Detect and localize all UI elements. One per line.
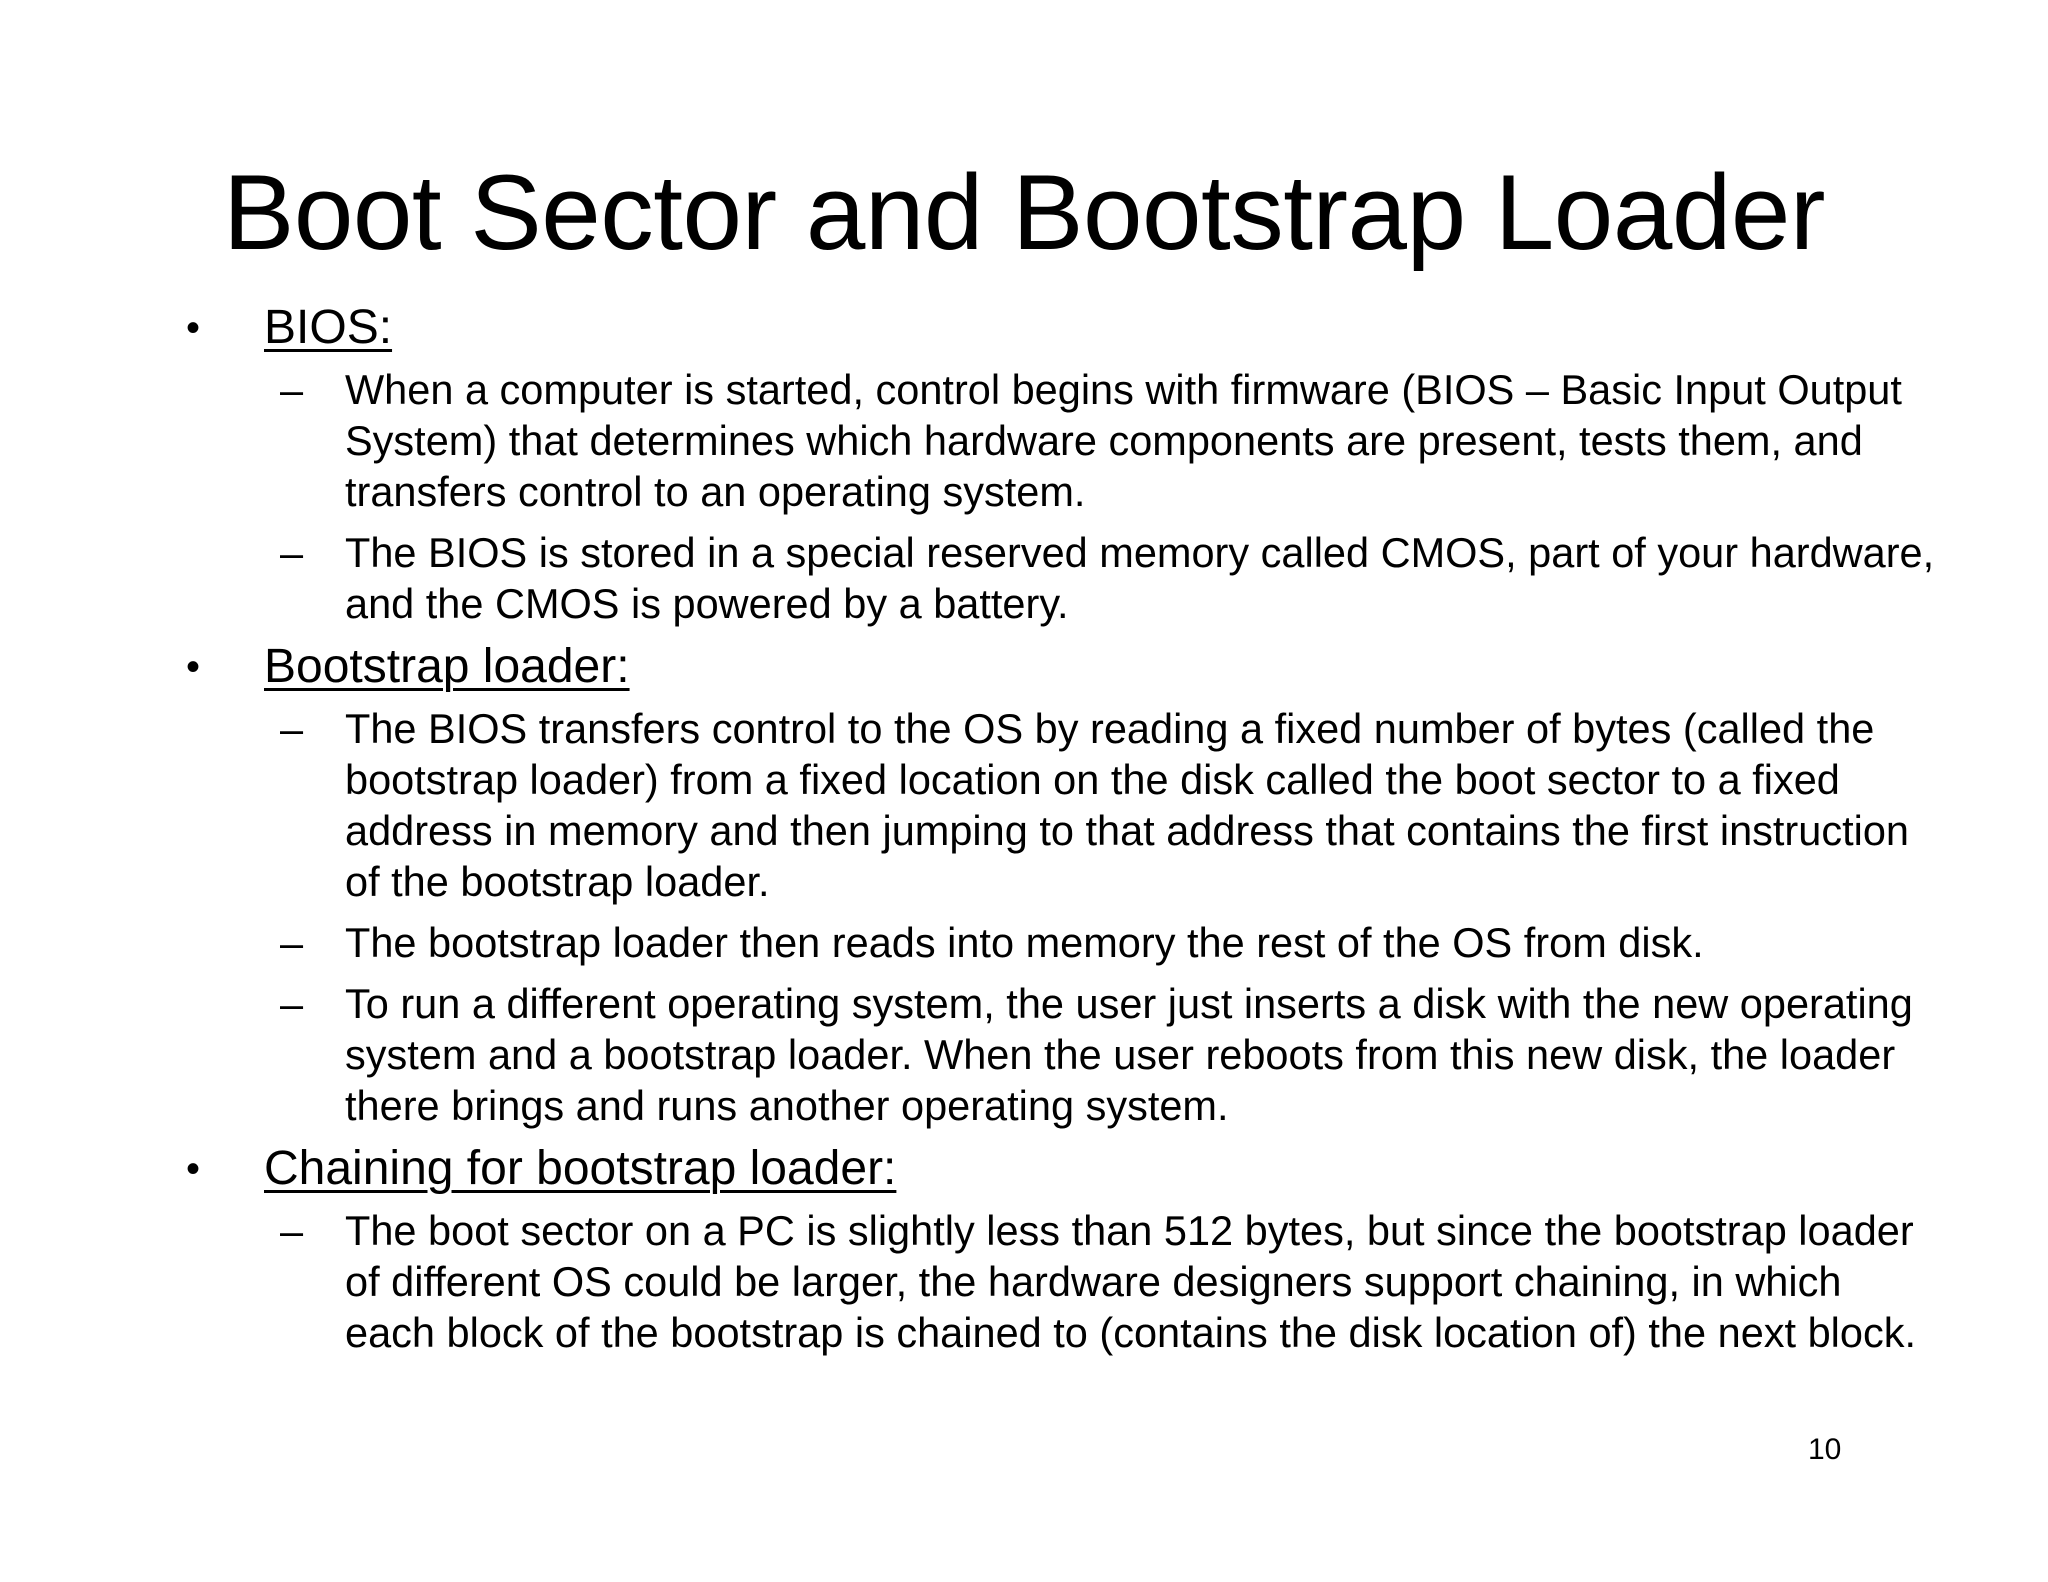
sub-item xyxy=(180,1205,1940,1358)
bullet-heading-chaining: Chaining for bootstrap loader: xyxy=(264,1142,897,1195)
bullet-icon: • xyxy=(186,645,201,689)
sub-item-text: When a computer is started, control begins with firmware (BIOS – Basic Input Output System) that determines which hardware components are present, tests them, and transfers control to an operating system. xyxy=(345,366,1902,515)
dash-icon: – xyxy=(280,1207,304,1254)
dash-icon: – xyxy=(280,366,304,413)
bullet-heading-bootstrap-loader: Bootstrap loader: xyxy=(264,640,630,693)
slide-content xyxy=(180,300,1940,1368)
sub-item-text: The bootstrap loader then reads into memory the rest of the OS from disk. xyxy=(345,919,1704,966)
sub-item-text: To run a different operating system, the user just inserts a disk with the new operating system and a bootstrap loader. When the user reboots from this new disk, the loader there brings and runs another operating system. xyxy=(345,980,1913,1129)
dash-icon: – xyxy=(280,705,304,752)
sub-item xyxy=(180,703,1940,907)
sub-item xyxy=(180,978,1940,1131)
dash-icon: – xyxy=(280,529,304,576)
dash-icon: – xyxy=(280,919,304,966)
sub-item-text: The BIOS transfers control to the OS by reading a fixed number of bytes (called the bootstrap loader) from a fixed location on the disk called the boot sector to a fixed address in memory and then jumping to that address that contains the first instruction of the bootstrap loader. xyxy=(345,705,1909,905)
sub-item-text: The BIOS is stored in a special reserved memory called CMOS, part of your hardware, and the CMOS is powered by a battery. xyxy=(345,529,1935,627)
sub-item xyxy=(180,364,1940,517)
page-number: 10 xyxy=(1808,1433,1842,1466)
bullet-icon: • xyxy=(186,306,201,350)
bullet-bios xyxy=(180,300,1940,356)
sub-item xyxy=(180,527,1940,629)
bullet-heading-bios: BIOS: xyxy=(264,301,393,354)
bullet-chaining xyxy=(180,1141,1940,1197)
bullet-icon: • xyxy=(186,1147,201,1191)
bullet-bootstrap-loader xyxy=(180,639,1940,695)
sub-item xyxy=(180,917,1940,968)
sub-item-text: The boot sector on a PC is slightly less than 512 bytes, but since the bootstrap loader of different OS could be larger, the hardware designers support chaining, in which each block of the bootstrap is chained to (contains the disk location of) the next block. xyxy=(345,1207,1917,1356)
slide-title: Boot Sector and Bootstrap Loader xyxy=(223,152,1825,272)
dash-icon: – xyxy=(280,980,304,1027)
